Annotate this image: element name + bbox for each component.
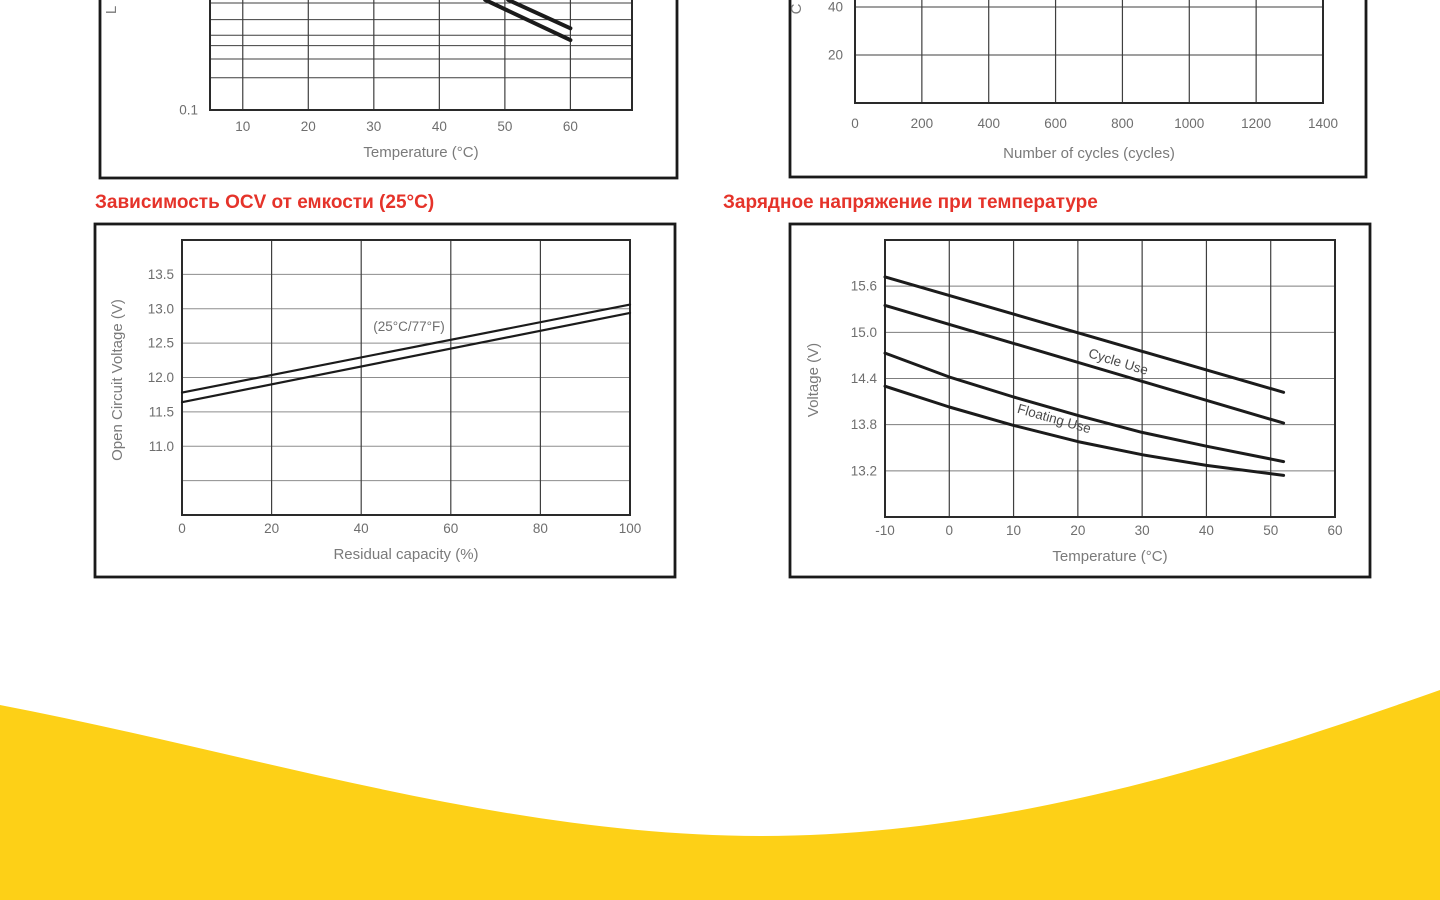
y-tick-label: 15.6 (850, 278, 877, 294)
x-tick-label: 1200 (1241, 116, 1272, 131)
x-tick-label: 10 (1006, 523, 1022, 538)
y-tick-label: 13.2 (850, 463, 877, 479)
chart-ocv-vs-residual-capacity (85, 218, 685, 588)
y-tick-label: 40 (827, 0, 843, 15)
x-tick-label: 40 (1198, 523, 1214, 538)
y-tick-label: 20 (827, 47, 843, 63)
x-tick-label: 60 (443, 521, 459, 536)
y-axis-label: Open Circuit Voltage (V) (109, 299, 126, 461)
yellow-wave-path (0, 690, 1440, 900)
x-tick-label: 100 (618, 521, 642, 536)
x-tick-label: 1000 (1174, 116, 1205, 131)
chart-life-vs-temperature (85, 0, 695, 192)
series-ocv-upper (182, 305, 630, 393)
y-axis-label-fragment: L (103, 5, 120, 15)
y-tick-label: 14.4 (850, 371, 877, 386)
x-tick-label: 60 (562, 119, 578, 134)
y-axis-label-fragment: C (788, 3, 805, 15)
annotation-temp: (25°C/77°F) (373, 319, 445, 334)
x-tick-label: 40 (431, 119, 447, 134)
chart-capacity-vs-cycles (775, 0, 1395, 192)
plot-border (210, 0, 632, 110)
x-tick-label: 800 (1111, 116, 1134, 131)
x-tick-label: 50 (497, 119, 513, 134)
x-tick-label: 20 (1070, 523, 1086, 538)
y-tick-label: 13.8 (850, 417, 877, 433)
x-tick-label: 60 (1327, 523, 1343, 538)
chart-charge-voltage-vs-temperature (780, 218, 1380, 588)
x-axis-label: Residual capacity (%) (333, 546, 479, 563)
x-tick-label: 20 (300, 119, 316, 134)
x-tick-label: 200 (910, 116, 934, 131)
x-tick-label: 0 (851, 116, 859, 131)
y-tick-label: 12.5 (147, 335, 174, 351)
plot-border (855, 0, 1323, 103)
x-tick-label: -10 (875, 523, 895, 538)
y-tick-label: 11.0 (148, 438, 174, 454)
x-axis-label: Number of cycles (cycles) (1003, 145, 1175, 162)
x-tick-label: 40 (353, 521, 369, 536)
series-floating-use-upper (885, 353, 1284, 462)
y-tick-label: 0.1 (179, 102, 198, 118)
y-tick-label: 12.0 (147, 370, 174, 385)
x-tick-label: 50 (1263, 523, 1279, 538)
section-title-ocv: Зависимость OCV от емкости (25°C) (95, 192, 435, 213)
x-tick-label: 400 (977, 116, 1000, 131)
x-tick-label: 80 (532, 521, 548, 536)
x-tick-label: 0 (178, 521, 186, 536)
x-tick-label: 0 (945, 523, 954, 538)
x-tick-label: 30 (366, 119, 382, 134)
y-axis-label: Voltage (V) (805, 342, 822, 418)
y-tick-label: 13.0 (147, 301, 174, 317)
y-tick-label: 11.5 (148, 404, 174, 420)
x-axis-label: Temperature (°C) (1052, 548, 1168, 565)
x-tick-label: 600 (1044, 116, 1067, 131)
y-tick-label: 15.0 (850, 324, 877, 340)
x-tick-label: 1400 (1307, 116, 1339, 131)
x-tick-label: 10 (235, 119, 251, 134)
label-cycle-use: Cycle Use (1086, 345, 1150, 378)
y-tick-label: 13.5 (147, 266, 174, 282)
x-tick-label: 30 (1134, 523, 1150, 538)
label-floating-use: Floating Use (1015, 401, 1093, 437)
x-axis-label: Temperature (°C) (363, 144, 479, 161)
x-tick-label: 20 (264, 521, 280, 536)
section-title-charge-voltage: Зарядное напряжение при температуре (723, 192, 1098, 213)
yellow-wave (0, 660, 1440, 900)
